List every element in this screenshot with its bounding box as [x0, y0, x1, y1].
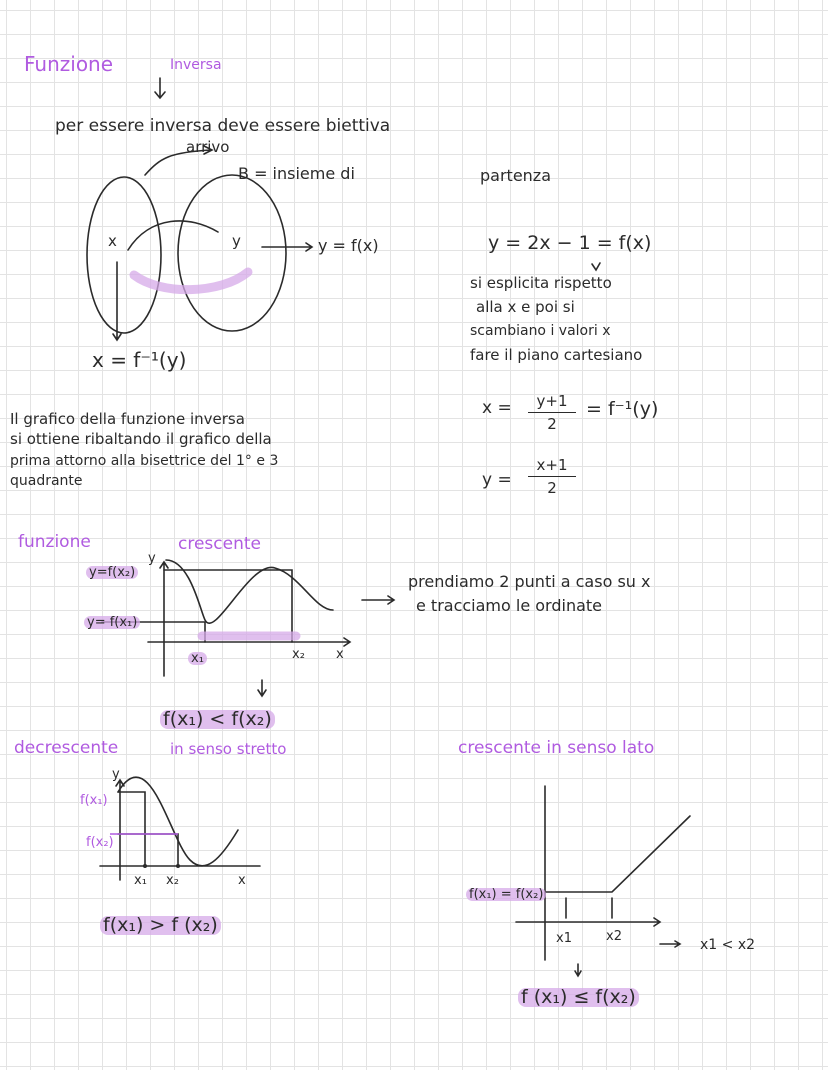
note-line: Il grafico della funzione inversa: [10, 410, 245, 428]
partenza-label: partenza: [480, 166, 551, 185]
explain-line: alla x e poi si: [476, 298, 575, 316]
y-fx1-label: y= f(x₁): [84, 616, 140, 629]
fx2-label: f(x₂): [86, 835, 114, 850]
note-line: quadrante: [10, 473, 83, 489]
arrow-icon: [575, 964, 581, 976]
biective-condition: per essere inversa deve essere biettiva: [55, 116, 391, 136]
arrow-icon: [362, 596, 394, 604]
note-line-1: prendiamo 2 punti a caso su x: [408, 572, 651, 591]
order-note: x1 < x2: [700, 937, 756, 953]
decreasing-relation: f(x₁) > f (x₂): [100, 916, 221, 935]
heading-wide-sense: crescente in senso lato: [458, 738, 655, 758]
note-line-2: e tracciamo le ordinate: [416, 596, 603, 615]
arrow-icon: [262, 243, 312, 251]
x1-label: x₁: [188, 652, 207, 665]
arrow-icon: [113, 262, 121, 340]
x-axis-label: x: [336, 647, 344, 662]
note-line: si ottiene ribaltando il grafico della: [10, 430, 272, 448]
y-fx-label: y = f(x): [318, 236, 379, 255]
set-x-label: x: [108, 232, 117, 250]
denominator: 2: [547, 479, 557, 497]
title-word-2: Inversa: [170, 57, 222, 73]
y-fx2-label: y=f(x₂): [86, 566, 138, 579]
set-y-label: y: [232, 232, 241, 250]
fraction-2: [528, 456, 576, 497]
equal-values-label: f(x₁) = f(x₂): [466, 888, 546, 901]
x-eq-lhs: x =: [482, 398, 512, 418]
heading-crescente: crescente: [178, 534, 261, 554]
fx1-label: f(x₁): [80, 793, 108, 808]
strict-sense-label: in senso stretto: [170, 740, 287, 758]
arrow-icon: [258, 680, 266, 696]
f-inverse-rhs: = f⁻¹(y): [586, 398, 659, 420]
explain-line: scambiano i valori x: [470, 323, 611, 339]
y-axis-label: y: [112, 767, 120, 782]
wide-relation: f (x₁) ≤ f(x₂): [518, 988, 639, 1007]
denominator: 2: [547, 415, 557, 433]
x1-label: x1: [556, 931, 572, 946]
x2-label: x₂: [166, 873, 179, 888]
arrow-icon: [660, 941, 680, 947]
increasing-relation: f(x₁) < f(x₂): [160, 710, 275, 729]
arrivo-label: arrivo: [186, 138, 230, 156]
x1-label: x₁: [134, 873, 147, 888]
domain-set-ellipse: [87, 177, 161, 333]
y-eq-lhs: y =: [482, 470, 512, 490]
numerator: y+1: [536, 392, 568, 410]
x-axis-label: x: [238, 873, 246, 888]
heading-decrescente: decrescente: [14, 738, 119, 758]
x2-label: x2: [606, 929, 622, 944]
highlight-stroke: [134, 272, 248, 290]
y-axis-label: y: [148, 551, 156, 566]
example-equation: y = 2x − 1 = f(x): [488, 232, 652, 254]
down-arrow-icon: [155, 78, 165, 98]
set-b-label: B = insieme di: [238, 164, 355, 183]
x-finverse-label: x = f⁻¹(y): [92, 348, 187, 372]
fraction-1: [528, 392, 576, 433]
x2-label: x₂: [292, 647, 305, 662]
explain-line: fare il piano cartesiano: [470, 346, 643, 364]
heading-funzione: funzione: [18, 532, 91, 552]
explain-line: si esplicita rispetto: [470, 274, 612, 292]
title-word-1: Funzione: [24, 52, 114, 76]
note-line: prima attorno alla bisettrice del 1° e 3: [10, 453, 279, 469]
codomain-set-ellipse: [178, 175, 286, 331]
numerator: x+1: [536, 456, 568, 474]
